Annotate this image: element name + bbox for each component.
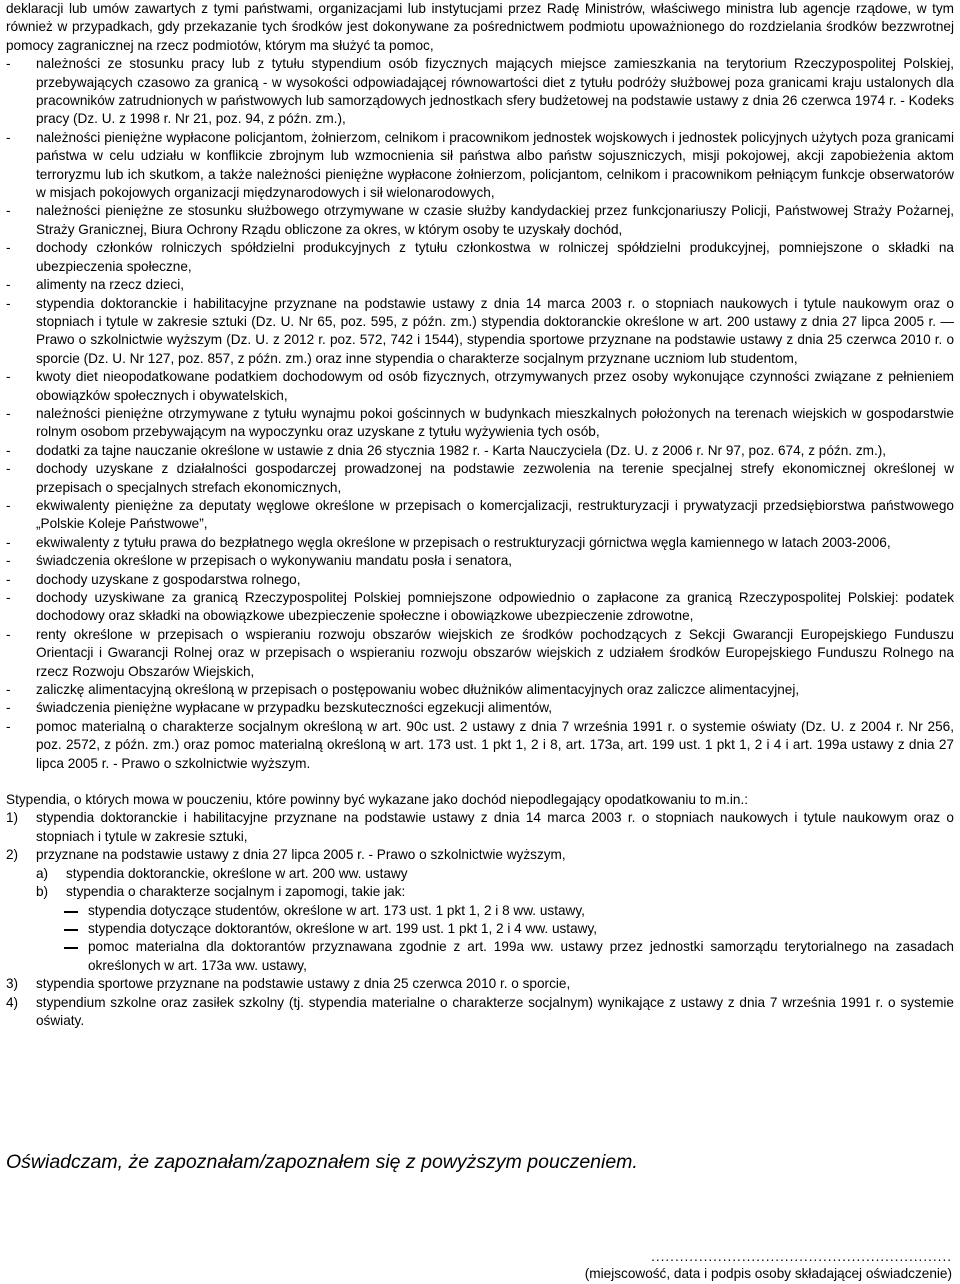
item-number: 1) <box>6 810 19 826</box>
list-item: - należności pieniężne ze stosunku służbowego otrzymywane w czasie służby kandydackiej przez funkcjonariuszy Policji, Państwowej Straży Pożarnej, Straży Granicznej, Biura Ochrony Rządu obliczone za okres, w którym osoby te uzyskały dochód, <box>6 202 954 239</box>
sub-item: stypendia dotyczące doktorantów, określone w art. 199 ust. 1 pkt 1, 2 i 4 ww. ustawy, <box>36 920 954 938</box>
signature-caption: (miejscowość, data i podpis osoby składającej oświadczenie) <box>584 1266 952 1281</box>
list-item: - stypendia doktoranckie i habilitacyjne przyznane na podstawie ustawy z dnia 14 marca 2003 r. o stopniach naukowych i tytule naukowym oraz o stopniach i tytule w zakresie sztuki (Dz. U. Nr 65, poz. 595, z późn. zm.) stypendia doktoranckie określone w art. 200 ustawy z dnia 27 lipca 2005 r. — Prawo o szkolnictwie wyższym (Dz. U. z 2012 r. poz. 572, 742 i 1544), stypendia sportowe przyznane na podstawie ustawy z dnia 25 czerwca 2010 r. o sporcie (Dz. U. Nr 127, poz. 857, z późn. zm.) oraz inne stypendia o charakterze socjalnym przyznane uczniom lub studentom, <box>6 295 954 369</box>
sub-item: pomoc materialna dla doktorantów przyznawana zgodnie z art. 199a ww. ustawy przez jednostki samorządu terytorialnego na zasadach określonych w art. 173a ww. ustawy, <box>36 938 954 975</box>
item-number: 2) <box>6 847 19 863</box>
item-text: stypendia sportowe przyznane na podstawie ustawy z dnia 25 czerwca 2010 r. o sporcie, <box>36 976 571 992</box>
sub-item <box>36 865 954 883</box>
sub-item <box>36 883 954 901</box>
list-item: - świadczenia określone w przepisach o wykonywaniu mandatu posła i senatora, <box>6 552 954 570</box>
signature-line: ............................................................... <box>651 1249 952 1264</box>
item-text: przyznane na podstawie ustawy z dnia 27 lipca 2005 r. - Prawo o szkolnictwie wyższym, <box>36 847 566 863</box>
list-item: - pomoc materialną o charakterze socjalnym określoną w art. 90c ust. 2 ustawy z dnia 7 września 1991 r. o systemie oświaty (Dz. U. z 2004 r. Nr 256, poz. 2572, z późn. zm.) oraz pomoc materialną określoną w art. 173 ust. 1 pkt 1, 2 i 8, art. 173a, art. 199 ust. 1 pkt 1, 2 i 4 i art. 199a ustawy z dnia 27 lipca 2005 r. - Prawo o szkolnictwie wyższym. <box>6 718 954 773</box>
list-item: - kwoty diet nieopodatkowane podatkiem dochodowym od osób fizycznych, otrzymywanych przez osoby wykonujące czynności związane z pełnieniem obowiązków społecznych i obywatelskich, <box>6 368 954 405</box>
stypendia-list <box>6 809 954 1030</box>
list-item: - należności pieniężne wypłacone policjantom, żołnierzom, celnikom i pracownikom jednostek wojskowych i jednostek policyjnych użytych poza granicami państwa w celu udziału w konflikcie zbrojnym lub wzmocnienia sił państwa albo państw sojuszniczych, misji pokojowej, akcji zapobieżenia aktom terroryzmu lub ich skutkom, a także należności pieniężne wypłacone żołnierzom, policjantom, celnikom i pracownikom pełniącym funkcje obserwatorów w misjach pokojowych organizacji międzynarodowych i sił wielonarodowych, <box>6 129 954 203</box>
list-item: - należności pieniężne otrzymywane z tytułu wynajmu pokoi gościnnych w budynkach mieszkalnych położonych na terenach wiejskich w gospodarstwie rolnym osobom przebywającym na wypoczynku oraz uzyskane z tytułu wyżywienia tych osób, <box>6 405 954 442</box>
item-number: 3) <box>6 976 19 992</box>
item-letter: b) <box>36 884 49 900</box>
item-letter: a) <box>36 865 49 881</box>
declaration-statement: Oświadczam, że zapoznałam/zapoznałem się z powyższym pouczeniem. <box>6 1151 638 1173</box>
list-item: - zaliczkę alimentacyjną określoną w przepisach o postępowaniu wobec dłużników alimentacyjnych oraz zaliczce alimentacyjnej, <box>6 681 954 699</box>
signature-block <box>585 1248 952 1282</box>
income-exclusions-list <box>6 55 954 773</box>
list-item: - dochody uzyskane z działalności gospodarczej prowadzonej na podstawie zezwolenia na terenie specjalnej strefy ekonomicznej określonej w przepisach o specjalnych strefach ekonomicznych, <box>6 460 954 497</box>
item-number: 4) <box>6 994 19 1010</box>
list-item: - należności ze stosunku pracy lub z tytułu stypendium osób fizycznych mających miejsce zamieszkania na terytorium Rzeczypospolitej Polskiej, przebywających czasowo za granicą - w wysokości odpowiadającej równowartości diet z tytułu podróży służbowej poza granicami kraju ustalonych dla pracowników zatrudnionych w państwowych lub samorządowych jednostkach sfery budżetowej na podstawie ustawy z dnia 26 czerwca 1974 r. - Kodeks pracy (Dz. U. z 1998 r. Nr 21, poz. 94, z późn. zm.), <box>6 55 954 129</box>
item-text: stypendia o charakterze socjalnym i zapomogi, takie jak: <box>66 884 406 900</box>
list-item: - dochody uzyskiwane za granicą Rzeczypospolitej Polskiej pomniejszone odpowiednio o zapłacone za granicą Rzeczypospolitej Polskiej: podatek dochodowy oraz składki na obowiązkowe ubezpieczenie społeczne i obowiązkowe ubezpieczenie zdrowotne, <box>6 589 954 626</box>
list-item: - świadczenia pieniężne wypłacane w przypadku bezskuteczności egzekucji alimentów, <box>6 699 954 717</box>
list-item <box>6 809 954 846</box>
list-item: - ekwiwalenty pieniężne za deputaty węglowe określone w przepisach o komercjalizacji, restrukturyzacji i prywatyzacji przedsiębiorstwa państwowego „Polskie Koleje Państwowe”, <box>6 497 954 534</box>
top-paragraph: deklaracji lub umów zawartych z tymi państwami, organizacjami lub instytucjami przez Radę Ministrów, właściwego ministra lub agencje rządowe, w tym również w przypadkach, gdy przekazanie tych środków jest dokonywane za pośrednictwem podmiotu upoważnionego do rozdzielania środków bezzwrotnej pomocy zagranicznej na rzecz podmiotów, którym ma służyć ta pomoc, <box>6 1 954 53</box>
list-item: - dodatki za tajne nauczanie określone w ustawie z dnia 26 stycznia 1982 r. - Karta Nauczyciela (Dz. U. z 2006 r. Nr 97, poz. 674, z późn. zm.), <box>6 442 954 460</box>
list-item <box>6 994 954 1031</box>
list-item <box>6 846 954 975</box>
sub-list <box>36 865 954 902</box>
list-item: - dochody członków rolniczych spółdzielni produkcyjnych z tytułu członkostwa w rolniczej spółdzielni produkcyjnej, pomniejszone o składki na ubezpieczenia społeczne, <box>6 239 954 276</box>
stypendia-intro: Stypendia, o których mowa w pouczeniu, które powinny być wykazane jako dochód niepodlegający opodatkowaniu to m.in.: <box>6 792 749 808</box>
sub-item: stypendia dotyczące studentów, określone w art. 173 ust. 1 pkt 1, 2 i 8 ww. ustawy, <box>36 902 954 920</box>
dash-sub-list <box>36 902 954 976</box>
list-item <box>6 975 954 993</box>
item-text: stypendium szkolne oraz zasiłek szkolny (tj. stypendia materialne o charakterze socjalnym) wynikające z ustawy z dnia 7 września 1991 r. o systemie oświaty. <box>36 994 954 1028</box>
list-item: - alimenty na rzecz dzieci, <box>6 276 954 294</box>
list-item: - renty określone w przepisach o wspieraniu rozwoju obszarów wiejskich ze środków pochodzących z Sekcji Gwarancji Europejskiego Funduszu Orientacji i Gwarancji Rolnej oraz w przepisach o wspieraniu rozwoju obszarów wiejskich z udziałem środków Europejskiego Funduszu Rolnego na rzecz Rozwoju Obszarów Wiejskich, <box>6 626 954 681</box>
list-item: - ekwiwalenty z tytułu prawa do bezpłatnego węgla określone w przepisach o restrukturyzacji górnictwa węgla kamiennego w latach 2003-2006, <box>6 534 954 552</box>
item-text: stypendia doktoranckie i habilitacyjne przyznane na podstawie ustawy z dnia 14 marca 2003 r. o stopniach naukowych i tytule naukowym oraz o stopniach i tytule w zakresie sztuki, <box>36 810 954 844</box>
item-text: stypendia doktoranckie, określone w art. 200 ww. ustawy <box>66 865 408 881</box>
list-item: - dochody uzyskane z gospodarstwa rolnego, <box>6 571 954 589</box>
